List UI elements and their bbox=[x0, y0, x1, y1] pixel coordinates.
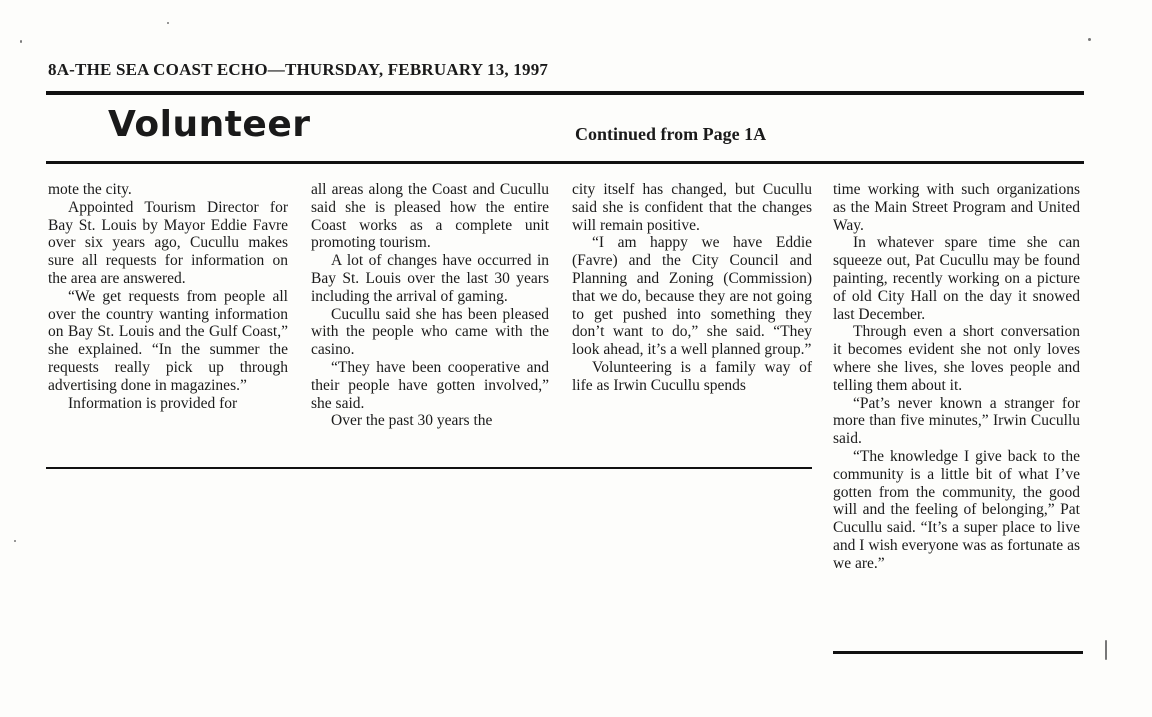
end-rule bbox=[833, 651, 1083, 654]
paragraph: “They have been cooperative and their people have gotten involved,” she said. bbox=[311, 358, 549, 412]
article-column-3 bbox=[572, 181, 812, 395]
columns-bottom-rule bbox=[46, 467, 812, 469]
continued-label: Continued from Page 1A bbox=[575, 124, 767, 144]
paragraph: Over the past 30 years the bbox=[331, 412, 493, 430]
article-column-4 bbox=[833, 181, 1080, 573]
paragraph: Cucullu said she has been pleased with the people who came with the casino. bbox=[311, 305, 549, 359]
scan-speck bbox=[1088, 38, 1091, 41]
paragraph: In whatever spare time she can squeeze out, Pat Cucullu may be found painting, recently working on a picture of old City Hall on the day it snowed last December. bbox=[833, 234, 1080, 323]
paragraph: Through even a short conversation it becomes evident she not only loves where she lives, she loves people and telling them about it. bbox=[833, 323, 1080, 394]
paragraph: Appointed Tourism Director for Bay St. Louis by Mayor Eddie Favre over six years ago, Cucullu makes sure all requests for information on the area are answered. bbox=[48, 198, 288, 287]
article-column-1 bbox=[48, 181, 288, 412]
scan-speck bbox=[1105, 640, 1107, 660]
scan-speck bbox=[20, 40, 22, 43]
paragraph: city itself has changed, but Cucullu said she is confident that the changes will remain positive. bbox=[572, 181, 812, 234]
paragraph: “Pat’s never known a stranger for more than five minutes,” Irwin Cucullu said. bbox=[833, 394, 1080, 448]
scan-speck bbox=[167, 22, 169, 24]
paragraph: “I am happy we have Eddie (Favre) and the City Council and Planning and Zoning (Commission) that we do, because they are not going to get pushed into something they don’t want to do,” she said. “They look ahead, it’s a well planned group.” bbox=[572, 234, 812, 359]
paragraph: time working with such organizations as the Main Street Program and United Way. bbox=[833, 181, 1080, 234]
scan-speck bbox=[14, 540, 16, 542]
paragraph: “The knowledge I give back to the community is a little bit of what I’ve gotten from the community, the good will and the feeling of belonging,” Pat Cucullu said. “It’s a super place to live and I wish everyone was as fortunate as we are.” bbox=[833, 447, 1080, 572]
paragraph: A lot of changes have occurred in Bay St. Louis over the last 30 years including the arrival of gaming. bbox=[311, 252, 549, 305]
section-title: Volunteer bbox=[108, 104, 311, 145]
paragraph: Volunteering is a family way of life as Irwin Cucullu spends bbox=[572, 358, 812, 394]
paragraph: Information is provided for bbox=[68, 394, 238, 412]
paragraph: all areas along the Coast and Cucullu said she is pleased how the entire Coast works as a complete unit promoting tourism. bbox=[311, 181, 549, 252]
masthead: 8A-THE SEA COAST ECHO—THURSDAY, FEBRUARY 13, 1997 bbox=[48, 60, 549, 79]
paragraph: mote the city. bbox=[48, 181, 132, 198]
paragraph: “We get requests from people all over the country wanting information on Bay St. Louis and the Gulf Coast,” she explained. “In the summer the requests really pick up through advertising done in magazines.” bbox=[48, 287, 288, 394]
masthead-rule bbox=[46, 91, 1084, 95]
header-bottom-rule bbox=[46, 161, 1084, 164]
article-column-2 bbox=[311, 181, 549, 430]
